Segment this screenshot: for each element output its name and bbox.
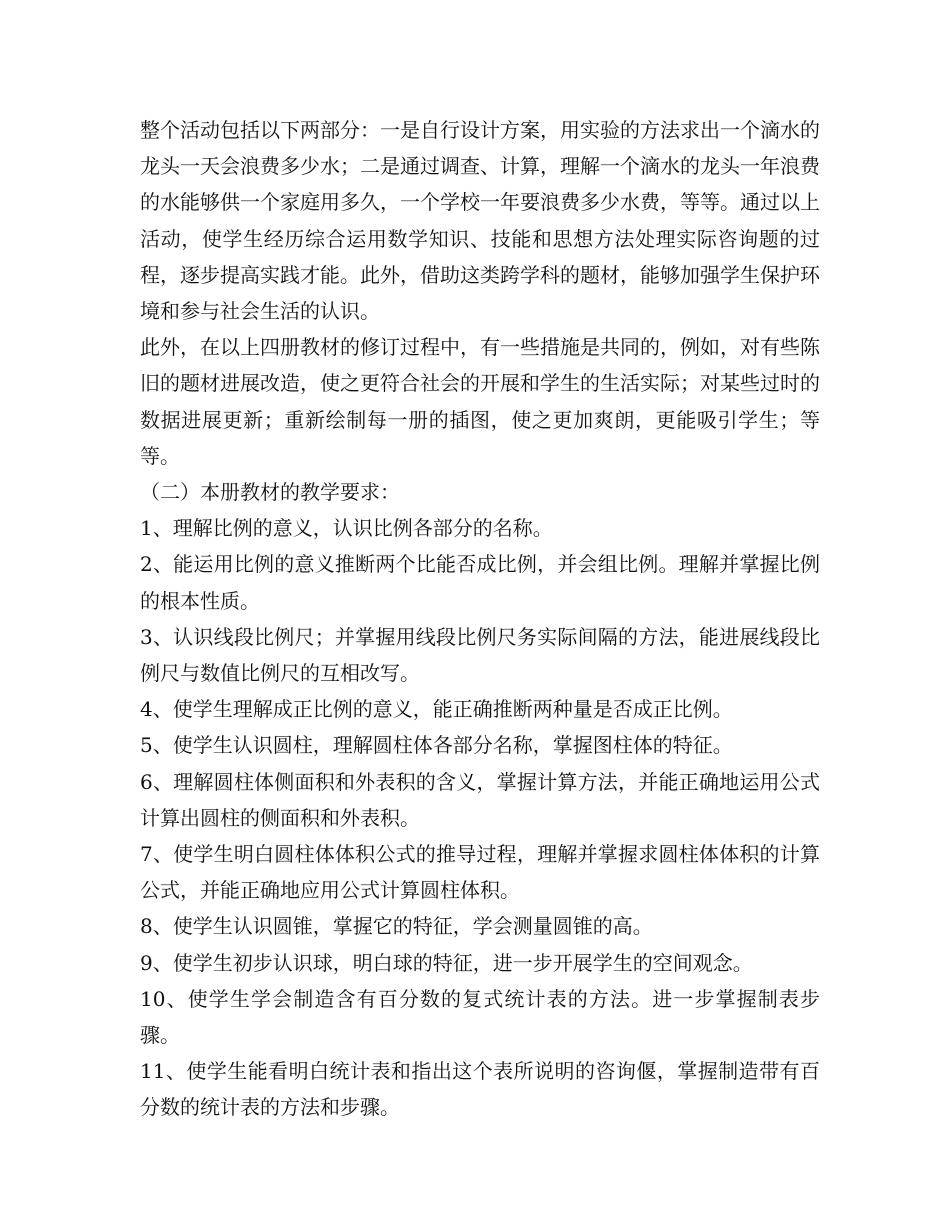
list-item: 10、使学生学会制造含有百分数的复式统计表的方法。进一步掌握制表步骤。 bbox=[140, 986, 820, 1048]
list-item: 7、使学生明白圆柱体体积公式的推导过程，理解并掌握求圆柱体体积的计算公式，并能正确地应用公式计算圆柱体积。 bbox=[140, 842, 820, 903]
list-item: 9、使学生初步认识球，明白球的特征，进一步开展学生的空间观念。 bbox=[140, 950, 753, 975]
list-item: 8、使学生认识圆锥，掌握它的特征，学会测量圆锥的高。 bbox=[140, 914, 653, 939]
list-item: 5、使学生认识圆柱，理解圆柱体各部分名称，掌握图柱体的特征。 bbox=[140, 733, 733, 758]
list-item: 11、使学生能看明白统计表和指出这个表所说明的咨询偃，掌握制造带有百分数的统计表的方法和步骤。 bbox=[140, 1059, 820, 1120]
paragraph-revision: 此外，在以上四册教材的修订过程中，有一些措施是共同的，例如，对有些陈旧的题材进展改造，使之更符合社会的开展和学生的生活实际；对某些过时的数据进展更新；重新绘制每一册的插图，使之更加爽朗，更能吸引学生；等等。 bbox=[140, 335, 820, 468]
list-item: 4、使学生理解成正比例的意义，能正确推断两种量是否成正比例。 bbox=[140, 697, 733, 722]
list-item: 1、理解比例的意义，认识比例各部分的名称。 bbox=[140, 516, 553, 541]
list-item: 6、理解圆柱体侧面积和外表积的含义，掌握计算方法，并能正确地运用公式计算出圆柱的侧面积和外表积。 bbox=[140, 769, 820, 830]
list-item: 2、能运用比例的意义推断两个比能否成比例，并会组比例。理解并掌握比例的根本性质。 bbox=[140, 552, 820, 613]
section-heading: （二）本册教材的教学要求： bbox=[140, 480, 400, 505]
paragraph-activity: 整个活动包括以下两部分：一是自行设计方案，用实验的方法求出一个滴水的龙头一天会浪费多少水；二是通过调查、计算，理解一个滴水的龙头一年浪费的水能够供一个家庭用多久，一个学校一年要浪费多少水费，等等。通过以上活动，使学生经历综合运用数学知识、技能和思想方法处理实际咨询题的过程，逐步提高实践才能。此外，借助这类跨学科的题材，能够加强学生保护环境和参与社会生活的认识。 bbox=[140, 118, 820, 324]
document-body bbox=[140, 112, 820, 1126]
list-item: 3、认识线段比例尺；并掌握用线段比例尺务实际间隔的方法，能进展线段比例尺与数值比例尺的互相改写。 bbox=[140, 624, 820, 686]
